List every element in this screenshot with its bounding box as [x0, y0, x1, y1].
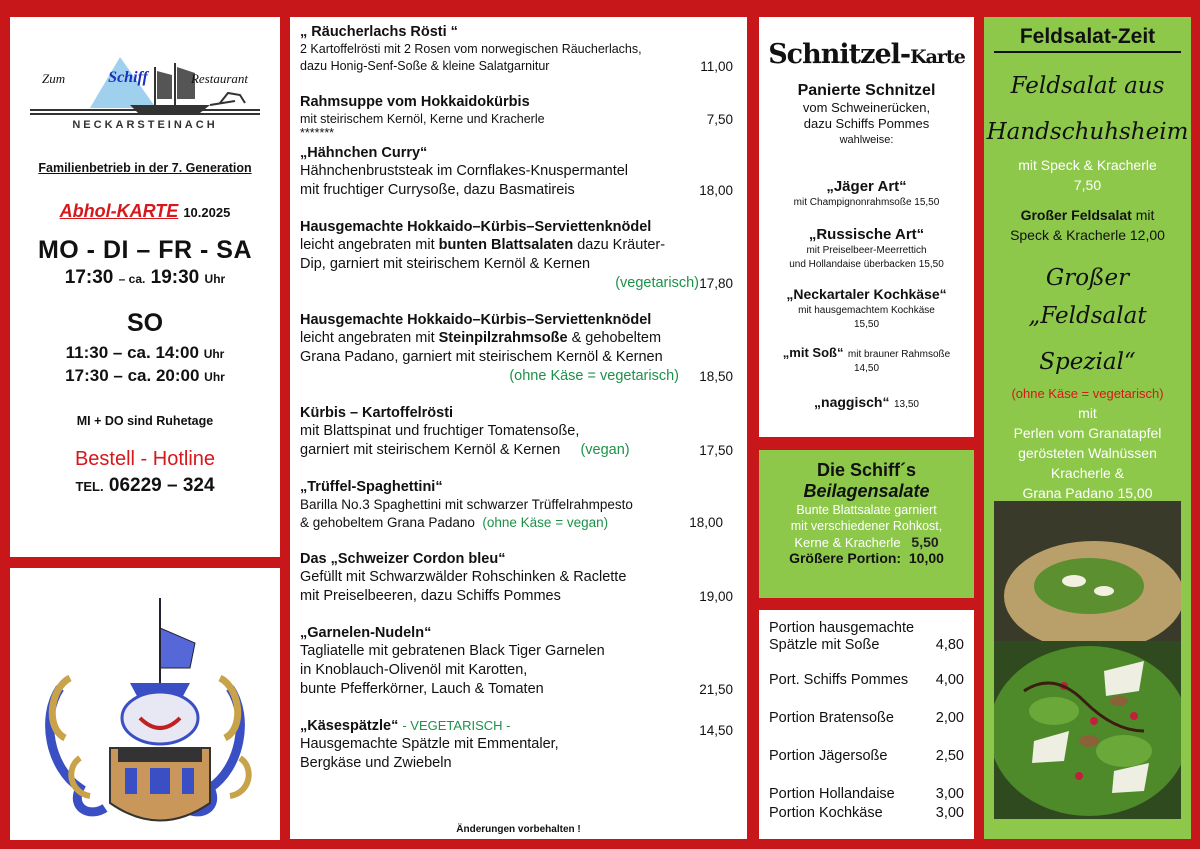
side-salads-price: 5,50	[911, 534, 939, 550]
menu-item-cordon-bleu	[300, 550, 737, 606]
changes-note: Änderungen vorbehalten !	[456, 824, 581, 835]
item-desc-part: dazu Kräuter-	[573, 237, 666, 253]
weekday-to: 19:30	[150, 267, 200, 288]
family-note: Familienbetrieb in der 7. Generation	[38, 161, 252, 175]
feldsalat-script-line: Feldsalat aus	[1010, 73, 1165, 99]
schnitzel-note: mit brauner Rahmsoße	[847, 349, 951, 360]
item-desc: 2 Kartoffelrösti mit 2 Rosen vom norwegischen Räucherlachs,	[300, 42, 642, 56]
side-salads-title: Die Schiff´s	[816, 460, 917, 480]
item-price: 14,50	[699, 723, 733, 738]
item-desc: mit Blattspinat und fruchtiger Tomatensoße,	[300, 423, 580, 439]
side-item-kochkaese	[769, 804, 964, 823]
veg-tag: (ohne Käse = vegan)	[482, 515, 609, 530]
item-desc: Gefüllt mit Schwarzwälder Rohschinken & Raclette	[300, 569, 627, 585]
item-desc-line: & gehobeltem Grana Padano	[300, 515, 475, 530]
item-title: „Hähnchen Curry“	[300, 145, 428, 161]
side-price: 3,00	[935, 805, 964, 821]
feldsalat-script-line: Großer	[1045, 265, 1130, 291]
schnitzel-desc-line: vom Schweinerücken,	[802, 100, 931, 115]
item-desc-line: mit fruchtiger Currysoße, dazu Basmatireis	[300, 182, 575, 198]
item-desc: Barilla No.3 Spaghettini mit schwarzer Trüffelrahmpesto	[300, 497, 633, 512]
logo-left-text: Zum	[42, 71, 66, 86]
item-desc	[300, 513, 737, 532]
item-title: „ Räucherlachs Rösti “	[300, 24, 458, 40]
menu-item-knoedel-salat	[300, 218, 737, 293]
item-desc-bold: bunten Blattsalaten	[438, 237, 574, 253]
item-title: Rahmsuppe vom Hokkaidokürbis	[300, 94, 530, 110]
opening-days: MO - DI – FR - SA	[37, 236, 253, 264]
abhol-heading	[10, 201, 280, 222]
side-salads-desc: mit verschiedener Rohkost,	[790, 519, 943, 533]
sunday-lunch-uhr: Uhr	[203, 347, 225, 361]
item-desc-part: leicht angebraten mit	[300, 237, 439, 253]
item-desc-part: leicht angebraten mit	[300, 330, 439, 346]
feldsalat-script-line: „Feldsalat Spezial“	[1028, 303, 1147, 375]
schnitzel-desc-line: dazu Schiffs Pommes	[803, 116, 930, 131]
restaurant-logo	[30, 45, 260, 145]
side-label: Portion Jägersoße	[769, 748, 888, 764]
item-desc: Tagliatelle mit gebratenen Black Tiger Garnelen	[300, 643, 605, 659]
schnitzel-title-sub: Karte	[910, 46, 965, 68]
logo-town: NECKARSTEINACH	[72, 119, 218, 131]
hotline-label: Bestell - Hotline	[74, 448, 216, 470]
logo-right-text: Restaurant	[190, 71, 248, 86]
side-item-pommes	[769, 671, 964, 690]
veg-tag: (vegetarisch)	[615, 275, 699, 291]
coat-of-arms-panel	[10, 568, 280, 840]
side-label: Spätzle mit Soße	[769, 637, 880, 653]
feldsalat-large-price: Speck & Kracherle 12,00	[1010, 227, 1165, 243]
schnitzel-mit-sos	[759, 344, 974, 376]
veg-tag: (vegan)	[580, 442, 630, 458]
menu-item-rahmsuppe	[300, 93, 737, 138]
side-salads-subtitle: Beilagensalate	[803, 481, 930, 501]
schnitzel-title-main: Schnitzel-	[768, 39, 911, 70]
item-desc: in Knoblauch-Olivenöl mit Karotten,	[300, 662, 528, 678]
item-desc	[300, 587, 737, 606]
side-salads-large-label: Größere Portion:	[789, 550, 902, 566]
sunday-dinner-from: 17:30	[65, 366, 109, 385]
feldsalat-large-mit: mit	[1131, 207, 1155, 223]
feldsalat-price: 7,50	[1073, 177, 1102, 193]
item-desc-line: Bergkäse und Zwiebeln	[300, 755, 452, 771]
item-desc	[300, 329, 737, 348]
item-desc	[300, 58, 737, 75]
side-salads-large-price: 10,00	[908, 550, 944, 566]
schnitzel-russisch	[759, 226, 974, 272]
schnitzel-desc-line: wahlweise:	[839, 134, 894, 146]
schnitzel-note: 14,50	[853, 363, 880, 374]
item-price: 21,50	[699, 682, 733, 697]
weekday-ca: – ca.	[118, 272, 146, 286]
item-price: 17,50	[699, 443, 733, 458]
side-price: 3,00	[935, 786, 964, 802]
schnitzel-jaeger	[759, 178, 974, 210]
sunday-dinner-ca: – ca.	[113, 366, 152, 385]
schnitzel-panel	[759, 17, 974, 437]
item-title: „Trüffel-Spaghettini“	[300, 479, 443, 495]
side-label: Portion Kochkäse	[769, 805, 883, 821]
tel-label: TEL.	[75, 479, 104, 494]
side-label: Portion Bratensoße	[769, 710, 894, 726]
side-label: Port. Schiffs Pommes	[769, 672, 909, 688]
side-salads-large-row	[759, 550, 974, 566]
side-label: Portion Hollandaise	[769, 786, 895, 802]
sunday-lunch-ca: – ca.	[112, 343, 151, 362]
side-label: Portion hausgemachte	[769, 620, 915, 636]
item-desc-bold: Steinpilzrahmsoße	[438, 330, 568, 346]
item-title: Hausgemachte Hokkaido–Kürbis–Serviettenknödel	[300, 219, 652, 235]
schnitzel-subtitle: Panierte Schnitzel	[797, 82, 936, 99]
side-price: 2,50	[935, 748, 964, 764]
schnitzel-note: 13,50	[893, 399, 919, 410]
info-panel	[10, 17, 280, 557]
side-price: 4,80	[935, 637, 964, 653]
side-salads-price-row	[759, 534, 974, 550]
side-item-spaetzle	[769, 620, 964, 655]
side-item-jaegersosse	[769, 747, 964, 766]
abhol-label: Abhol-KARTE	[59, 201, 179, 221]
item-desc: Hausgemachte Spätzle mit Emmentaler,	[300, 736, 559, 752]
item-desc: Dip, garniert mit steirischem Kernöl & Kernen	[300, 256, 591, 272]
item-desc	[300, 680, 737, 699]
item-desc-line: dazu Honig-Senf-Soße & kleine Salatgarnitur	[300, 59, 550, 73]
menu-item-trueffel-spaghettini	[300, 478, 737, 532]
schnitzel-note: mit hausgemachtem Kochkäse	[798, 305, 935, 316]
logo-divider	[30, 109, 260, 115]
side-item-bratensosse	[769, 709, 964, 728]
schnitzel-kochkaese	[759, 286, 974, 332]
item-title-text: „Käsespätzle“	[300, 718, 399, 734]
item-desc: Grana Padano, garniert mit steirischem Kernöl & Kernen	[300, 349, 663, 365]
sunday-dinner-uhr: Uhr	[204, 370, 225, 384]
menu-item-garnelen-nudeln	[300, 624, 737, 699]
schnitzel-note: und Hollandaise überbacken 15,50	[789, 259, 944, 270]
feldsalat-desc: mit Speck & Kracherle	[1018, 157, 1157, 173]
item-title: „Garnelen-Nudeln“	[300, 625, 432, 641]
schnitzel-naggisch	[759, 394, 974, 412]
coat-of-arms-icon	[10, 568, 280, 840]
item-title: Hausgemachte Hokkaido–Kürbis–Serviettenknödel	[300, 312, 652, 328]
sides-panel	[759, 610, 974, 839]
item-desc	[300, 441, 737, 460]
item-price: 18,00	[699, 183, 733, 198]
schnitzel-note: mit Preiselbeer-Meerrettich	[806, 245, 927, 256]
item-price: 7,50	[706, 112, 733, 127]
item-title: Kürbis – Kartoffelrösti	[300, 405, 454, 421]
schnitzel-name: „Neckartaler Kochkäse“	[786, 286, 947, 302]
item-desc-line: mit Preiselbeeren, dazu Schiffs Pommes	[300, 588, 561, 604]
item-veg-line	[300, 274, 737, 293]
feldsalat-large-label: Großer Feldsalat	[1020, 207, 1132, 223]
item-desc-line: garniert mit steirischem Kernöl & Kernen	[300, 442, 561, 458]
item-desc	[300, 111, 737, 128]
item-desc-line: bunte Pfefferkörner, Lauch & Tomaten	[300, 681, 544, 697]
schnitzel-name: „Russische Art“	[808, 226, 925, 243]
side-price: 4,00	[935, 672, 964, 688]
item-desc	[300, 236, 737, 255]
item-price: 18,00	[689, 515, 723, 530]
abhol-date: 10.2025	[183, 205, 231, 220]
feldsalat-desc: Perlen vom Granatapfel	[1013, 425, 1162, 441]
feldsalat-large	[984, 205, 1191, 225]
schnitzel-name: „mit Soß“	[782, 345, 844, 360]
feldsalat-veg-note: (ohne Käse = vegetarisch)	[1011, 386, 1164, 401]
rest-days: MI + DO sind Ruhetage	[76, 414, 214, 428]
tel-value[interactable]: 06229 – 324	[108, 475, 215, 496]
feldsalat-script-line: Handschuhsheim	[986, 119, 1189, 145]
menu-item-haehnchen-curry	[300, 144, 737, 200]
item-price: 17,80	[699, 276, 733, 291]
feldsalat-panel	[984, 17, 1191, 839]
side-salads-desc: Bunte Blattsalate garniert	[796, 503, 937, 517]
weekday-uhr: Uhr	[204, 272, 226, 286]
sunday-hours	[10, 342, 280, 388]
item-price: 18,50	[699, 369, 733, 384]
item-price: 11,00	[700, 59, 733, 74]
side-item-hollandaise	[769, 785, 964, 804]
veg-tag: (ohne Käse = vegetarisch)	[509, 368, 679, 384]
schnitzel-title	[759, 39, 974, 70]
menu-item-knoedel-steinpilz	[300, 311, 737, 386]
salad-photo-icon	[994, 501, 1181, 819]
menu-item-kaesespaetzle	[300, 717, 737, 773]
schnitzel-note: 15,50	[853, 319, 880, 330]
sunday-lunch-from: 11:30	[65, 343, 109, 362]
sunday-dinner-to: 20:00	[155, 366, 200, 385]
item-price: 19,00	[699, 589, 733, 604]
item-desc-line: mit steirischem Kernöl, Kerne und Kracherle	[300, 112, 545, 126]
logo-schiff-text: Schiff	[108, 69, 148, 86]
feldsalat-desc: Grana Padano 15,00	[1022, 485, 1153, 501]
side-salads-desc: Kerne & Kracherle	[794, 535, 901, 550]
feldsalat-desc: Kracherle &	[1050, 465, 1125, 481]
item-desc: Hähnchenbruststeak im Cornflakes-Knuspermantel	[300, 163, 629, 179]
menu-item-raeucherlachs	[300, 23, 737, 75]
side-salads-panel	[759, 450, 974, 598]
item-desc	[300, 181, 737, 200]
side-price: 2,00	[935, 710, 964, 726]
schnitzel-name: „naggisch“	[814, 394, 890, 410]
sunday-label: SO	[126, 309, 164, 337]
feldsalat-desc: gerösteten Walnüssen	[1018, 445, 1157, 461]
item-veg-line	[300, 367, 737, 386]
feldsalat-title: Feldsalat-Zeit	[994, 25, 1181, 53]
phone-number[interactable]	[10, 475, 280, 497]
schnitzel-note: mit Champignonrahmsoße 15,50	[793, 197, 940, 208]
weekday-from: 17:30	[64, 267, 114, 288]
feldsalat-desc: mit	[1078, 405, 1097, 421]
main-menu-panel	[290, 17, 747, 839]
item-stars: *******	[300, 126, 335, 140]
schnitzel-desc	[759, 100, 974, 148]
veg-tag: - VEGETARISCH -	[402, 718, 511, 733]
weekday-hours	[10, 267, 280, 289]
menu-item-kuerbis-roesti	[300, 404, 737, 460]
schnitzel-name: „Jäger Art“	[826, 178, 907, 195]
item-desc-part: & gehobeltem	[567, 330, 662, 346]
item-title	[300, 717, 737, 735]
item-title: Das „Schweizer Cordon bleu“	[300, 551, 506, 567]
sunday-lunch-to: 14:00	[155, 343, 199, 362]
